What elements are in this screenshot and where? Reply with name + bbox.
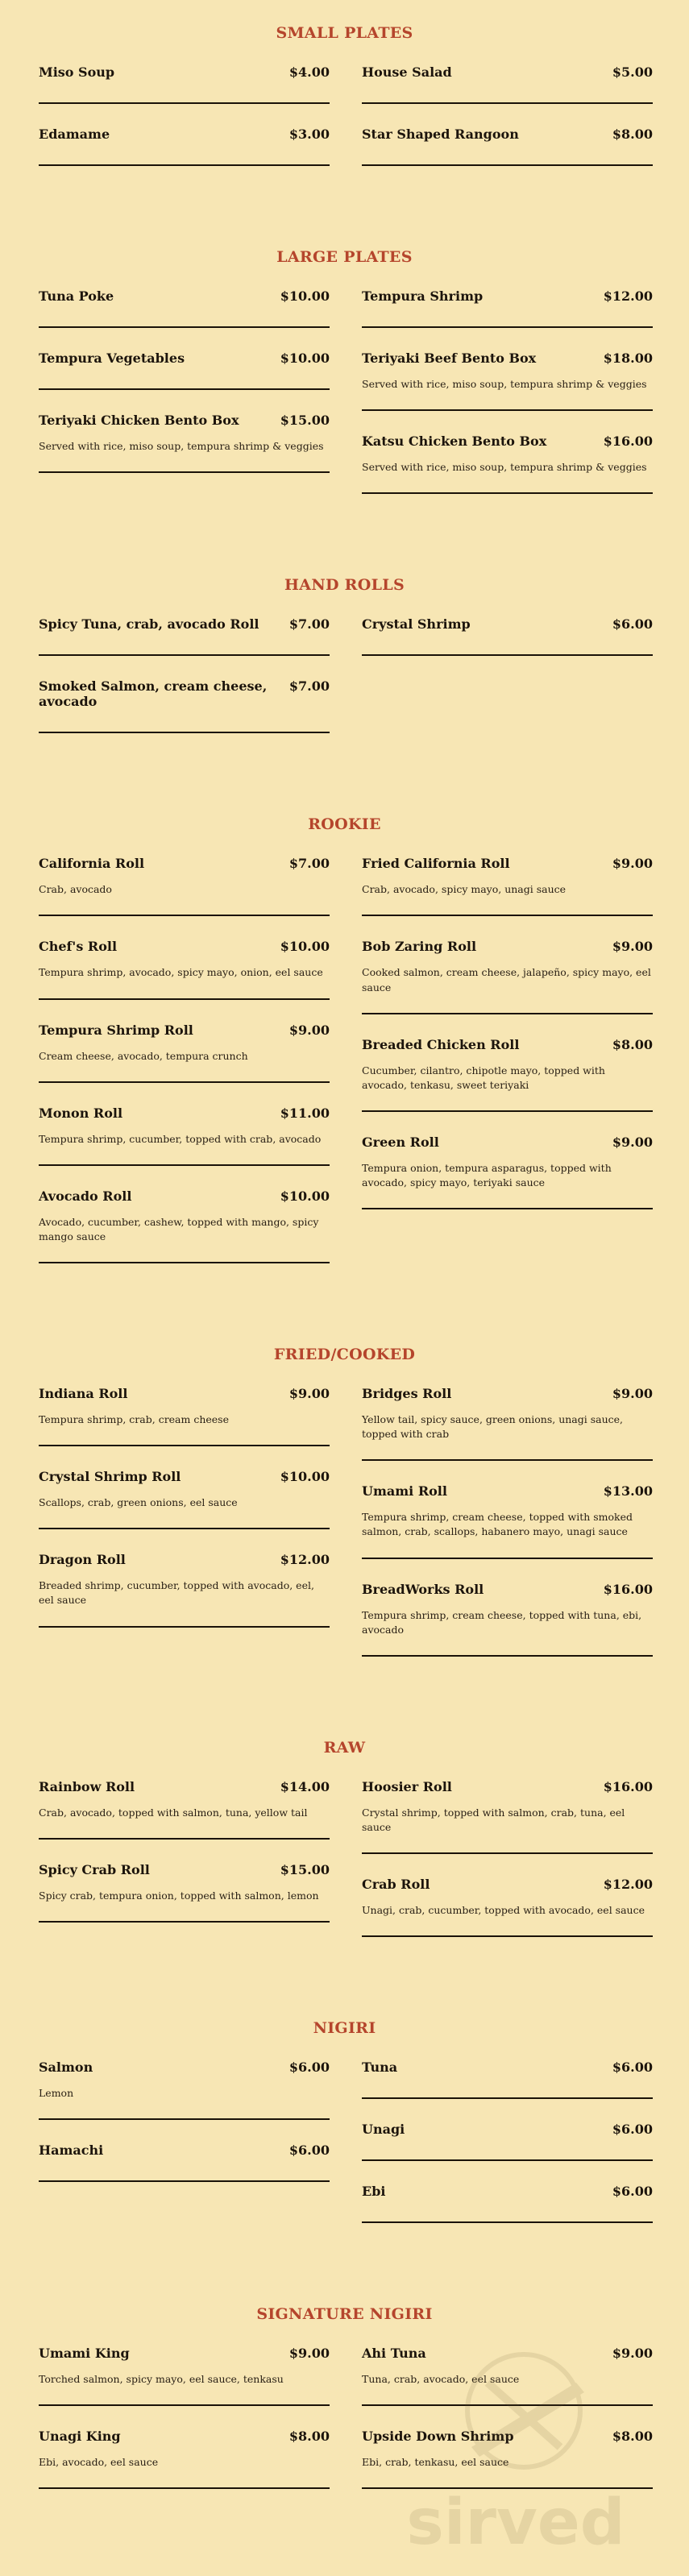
item-name: Spicy Tuna, crab, avocado Roll xyxy=(39,616,259,633)
menu-item-header xyxy=(362,2346,653,2361)
menu-item xyxy=(39,678,330,733)
item-price: $13.00 xyxy=(603,1483,653,1500)
item-price: $11.00 xyxy=(280,1105,330,1121)
item-description: Spicy crab, tempura onion, topped with salmon, lemon xyxy=(39,1889,319,1902)
section-columns xyxy=(0,616,689,756)
item-name: House Salad xyxy=(362,64,452,80)
item-price: $10.00 xyxy=(280,351,330,366)
menu-section xyxy=(0,1346,689,1679)
menu-column-right xyxy=(362,288,653,516)
item-name: Smoked Salmon, cream cheese, avocado xyxy=(39,678,268,710)
section-title: ROOKIE xyxy=(308,815,381,834)
item-description: Ebi, avocado, eel sauce xyxy=(39,2456,159,2469)
item-price: $18.00 xyxy=(603,351,653,366)
menu-item-header xyxy=(362,288,653,304)
section-title: SMALL PLATES xyxy=(276,24,413,42)
menu-item xyxy=(362,127,653,166)
menu-item-header xyxy=(362,939,653,954)
menu-column-left xyxy=(39,1386,330,1679)
menu-item-header xyxy=(362,1386,653,1401)
item-name: Teriyaki Beef Bento Box xyxy=(362,351,537,366)
item-name: Ahi Tuna xyxy=(362,2346,426,2362)
menu-section xyxy=(0,248,689,516)
menu-item-header xyxy=(362,1779,653,1794)
item-price: $12.00 xyxy=(603,1877,653,1892)
section-columns xyxy=(0,2060,689,2246)
section-columns xyxy=(0,64,689,189)
menu-item-header xyxy=(39,288,330,304)
menu-item xyxy=(362,1483,653,1558)
item-name: Salmon xyxy=(39,2060,93,2076)
menu-item xyxy=(39,288,330,328)
menu-item-header xyxy=(39,413,330,428)
item-price: $7.00 xyxy=(288,616,330,633)
item-description: Crab, avocado, topped with salmon, tuna, yellow tail xyxy=(39,1806,308,1819)
menu-item-header xyxy=(39,64,330,80)
section-columns xyxy=(0,288,689,516)
item-name: Umami Roll xyxy=(362,1483,447,1500)
item-price: $9.00 xyxy=(612,939,653,955)
menu-section xyxy=(0,24,689,189)
item-price: $5.00 xyxy=(612,64,653,80)
menu-item xyxy=(362,351,653,411)
menu-item xyxy=(39,1188,330,1263)
menu-item-header xyxy=(39,1105,330,1121)
menu-section xyxy=(0,815,689,1286)
menu-item-header xyxy=(39,127,330,142)
item-description: Tempura shrimp, cucumber, topped with crab, avocado xyxy=(39,1132,322,1145)
section-columns xyxy=(0,1779,689,1960)
menu-item-header xyxy=(362,1135,653,1150)
item-price: $12.00 xyxy=(280,1552,330,1568)
menu-item-header xyxy=(39,1552,330,1567)
item-price: $14.00 xyxy=(280,1778,330,1794)
menu-item-header xyxy=(362,2060,653,2075)
menu-item-header xyxy=(362,2184,653,2199)
section-columns xyxy=(0,856,689,1286)
item-price: $15.00 xyxy=(280,1861,330,1877)
menu-item-header xyxy=(39,856,330,871)
item-price: $6.00 xyxy=(612,2184,653,2200)
item-description: Breaded shrimp, cucumber, topped with avocado, eel, eel sauce xyxy=(39,1579,314,1607)
item-price: $10.00 xyxy=(280,288,330,304)
item-description: Tempura shrimp, cream cheese, topped with tuna, ebi, avocado xyxy=(362,1608,642,1636)
item-description: Crab, avocado xyxy=(39,883,112,896)
item-price: $10.00 xyxy=(280,939,330,955)
menu-item-header xyxy=(39,1779,330,1794)
menu-item-header xyxy=(39,1023,330,1038)
menu-item xyxy=(362,1135,653,1209)
menu-item-header xyxy=(39,678,330,709)
item-name: Tuna Poke xyxy=(39,288,114,304)
item-name: Teriyaki Chicken Bento Box xyxy=(39,413,239,428)
item-name: Umami King xyxy=(39,2346,130,2362)
menu-item-header xyxy=(362,1877,653,1892)
menu-item-header xyxy=(362,1582,653,1597)
menu-item-header xyxy=(39,616,330,632)
menu-item-header xyxy=(362,1483,653,1499)
menu-item-header xyxy=(39,939,330,954)
item-description: Avocado, cucumber, cashew, topped with mango, spicy mango sauce xyxy=(39,1215,319,1242)
menu-column-right xyxy=(362,2346,653,2512)
item-name: Green Roll xyxy=(362,1134,439,1150)
item-name: Ebi xyxy=(362,2184,386,2200)
item-price: $9.00 xyxy=(288,2346,330,2362)
item-description: Tempura shrimp, avocado, spicy mayo, onion, eel sauce xyxy=(39,966,323,979)
menu-item-header xyxy=(362,856,653,871)
item-description: Unagi, crab, cucumber, topped with avocado, eel sauce xyxy=(362,1904,645,1916)
section-title: NIGIRI xyxy=(313,2019,376,2038)
item-description: Crystal shrimp, topped with salmon, crab, tuna, eel sauce xyxy=(362,1806,625,1833)
menu-item xyxy=(39,1469,330,1529)
menu-item-header xyxy=(362,2429,653,2444)
item-description: Torched salmon, spicy mayo, eel sauce, tenkasu xyxy=(39,2373,284,2386)
menu-item-header xyxy=(362,616,653,632)
menu-section xyxy=(0,2019,689,2246)
item-price: $16.00 xyxy=(603,433,653,450)
item-name: Bridges Roll xyxy=(362,1386,452,1401)
item-name: Hoosier Roll xyxy=(362,1778,452,1794)
item-name: Star Shaped Rangoon xyxy=(362,127,519,142)
menu-item xyxy=(39,413,330,473)
item-price: $9.00 xyxy=(612,1134,653,1150)
item-name: California Roll xyxy=(39,856,145,872)
item-price: $8.00 xyxy=(288,2429,330,2445)
watermark-text: sirved xyxy=(406,2487,625,2559)
item-price: $3.00 xyxy=(288,127,330,142)
menu-item xyxy=(39,1552,330,1627)
menu-item xyxy=(362,1877,653,1937)
item-price: $10.00 xyxy=(280,1188,330,1204)
item-price: $6.00 xyxy=(612,2122,653,2138)
item-name: Edamame xyxy=(39,127,110,142)
item-price: $9.00 xyxy=(288,1386,330,1401)
menu-item xyxy=(362,1386,653,1461)
menu-item-header xyxy=(362,64,653,80)
menu-item xyxy=(362,1582,653,1657)
item-name: Tuna xyxy=(362,2060,398,2076)
item-price: $9.00 xyxy=(288,1022,330,1038)
item-price: $16.00 xyxy=(603,1581,653,1597)
item-description: Served with rice, miso soup, tempura shrimp & veggies xyxy=(362,461,647,474)
menu-item xyxy=(362,2346,653,2406)
item-description: Served with rice, miso soup, tempura shrimp & veggies xyxy=(39,440,324,452)
menu-column-right xyxy=(362,64,653,189)
menu-item xyxy=(39,856,330,916)
item-price: $10.00 xyxy=(280,1469,330,1485)
menu-column-left xyxy=(39,64,330,189)
menu-item-header xyxy=(39,2346,330,2361)
item-price: $6.00 xyxy=(288,2060,330,2076)
menu-item xyxy=(362,2122,653,2161)
menu-item-header xyxy=(39,1862,330,1877)
menu-column-left xyxy=(39,1779,330,1960)
menu-item xyxy=(39,2060,330,2120)
menu-item xyxy=(362,2429,653,2489)
item-price: $12.00 xyxy=(603,288,653,304)
item-description: Cucumber, cilantro, chipotle mayo, topped with avocado, tenkasu, sweet teriyaki xyxy=(362,1064,605,1091)
item-name: Breaded Chicken Roll xyxy=(362,1036,520,1052)
item-description: Tuna, crab, avocado, eel sauce xyxy=(362,2373,520,2386)
item-price: $7.00 xyxy=(288,856,330,872)
menu-item-header xyxy=(39,351,330,366)
menu-item-header xyxy=(39,2060,330,2075)
menu-column-right xyxy=(362,856,653,1286)
item-description: Crab, avocado, spicy mayo, unagi sauce xyxy=(362,883,567,896)
menu-item xyxy=(39,616,330,656)
menu-item xyxy=(39,1023,330,1083)
menu-item xyxy=(39,1105,330,1166)
menu-item-header xyxy=(362,351,653,366)
menu-column-left xyxy=(39,2060,330,2246)
section-title: HAND ROLLS xyxy=(284,576,405,595)
menu-section xyxy=(0,2305,689,2512)
item-name: Rainbow Roll xyxy=(39,1778,135,1794)
menu-item xyxy=(39,1386,330,1446)
menu-item xyxy=(362,433,653,494)
item-price: $6.00 xyxy=(612,616,653,633)
menu-column-left xyxy=(39,616,330,756)
item-description: Tempura shrimp, cream cheese, topped with smoked salmon, crab, scallops, habanero mayo, unagi sauce xyxy=(362,1511,633,1538)
section-title: LARGE PLATES xyxy=(276,248,413,266)
menu-item-header xyxy=(39,1188,330,1204)
section-title: FRIED/COOKED xyxy=(273,1346,416,1363)
menu-item xyxy=(39,2346,330,2406)
item-name: Chef's Roll xyxy=(39,939,118,955)
menu-column-left xyxy=(39,856,330,1286)
item-description: Cooked salmon, cream cheese, jalapeño, spicy mayo, eel sauce xyxy=(362,966,651,993)
item-name: Unagi King xyxy=(39,2429,121,2445)
item-name: Avocado Roll xyxy=(39,1188,132,1204)
section-columns xyxy=(0,1386,689,1679)
menu-item xyxy=(39,2429,330,2489)
menu-item xyxy=(362,288,653,328)
menu-item xyxy=(39,1779,330,1840)
item-name: Crystal Shrimp xyxy=(362,616,471,633)
menu-item-header xyxy=(362,2122,653,2137)
item-price: $9.00 xyxy=(612,856,653,872)
item-name: Tempura Shrimp xyxy=(362,288,484,304)
menu-item xyxy=(362,616,653,656)
item-price: $8.00 xyxy=(612,127,653,142)
item-name: BreadWorks Roll xyxy=(362,1581,484,1597)
item-name: Tempura Vegetables xyxy=(39,351,185,366)
menu-item-header xyxy=(39,2429,330,2444)
menu-item xyxy=(362,856,653,916)
menu-column-left xyxy=(39,288,330,516)
item-name: Upside Down Shrimp xyxy=(362,2429,514,2445)
item-price: $4.00 xyxy=(288,64,330,80)
item-name: Bob Zaring Roll xyxy=(362,939,477,955)
item-name: Fried California Roll xyxy=(362,856,510,872)
item-price: $7.00 xyxy=(288,678,330,695)
menu-item xyxy=(39,127,330,166)
menu-item-header xyxy=(362,1037,653,1052)
menu-item xyxy=(39,351,330,390)
menu-item xyxy=(39,1862,330,1923)
section-title: RAW xyxy=(323,1738,366,1757)
menu-item-header xyxy=(39,2143,330,2158)
menu-section xyxy=(0,1739,689,1960)
item-name: Hamachi xyxy=(39,2143,104,2159)
item-price: $8.00 xyxy=(612,2429,653,2445)
item-description: Scallops, crab, green onions, eel sauce xyxy=(39,1496,238,1509)
item-name: Tempura Shrimp Roll xyxy=(39,1022,193,1038)
item-description: Lemon xyxy=(39,2087,74,2100)
menu-item xyxy=(362,2060,653,2099)
item-description: Served with rice, miso soup, tempura shrimp & veggies xyxy=(362,378,647,390)
menu-item xyxy=(362,1779,653,1854)
menu-item-header xyxy=(39,1469,330,1484)
item-price: $8.00 xyxy=(612,1036,653,1052)
item-price: $6.00 xyxy=(612,2060,653,2076)
item-description: Cream cheese, avocado, tempura crunch xyxy=(39,1049,248,1062)
item-name: Monon Roll xyxy=(39,1105,123,1121)
menu-item xyxy=(39,939,330,999)
menu-item xyxy=(39,64,330,104)
item-description: Ebi, crab, tenkasu, eel sauce xyxy=(362,2456,509,2469)
item-name: Spicy Crab Roll xyxy=(39,1861,150,1877)
section-columns xyxy=(0,2346,689,2512)
item-price: $15.00 xyxy=(280,413,330,428)
item-description: Tempura shrimp, crab, cream cheese xyxy=(39,1413,229,1425)
menu-column-right xyxy=(362,1779,653,1960)
item-name: Dragon Roll xyxy=(39,1552,126,1568)
section-title: SIGNATURE NIGIRI xyxy=(256,2305,433,2324)
menu-item xyxy=(362,939,653,1014)
item-description: Tempura onion, tempura asparagus, topped with avocado, spicy mayo, teriyaki sauce xyxy=(362,1161,612,1188)
item-name: Indiana Roll xyxy=(39,1386,128,1401)
menu-column-right xyxy=(362,616,653,756)
item-description: Yellow tail, spicy sauce, green onions, unagi sauce, topped with crab xyxy=(362,1413,624,1441)
menu-column-right xyxy=(362,1386,653,1679)
item-name: Crab Roll xyxy=(362,1877,430,1892)
item-name: Katsu Chicken Bento Box xyxy=(362,433,547,450)
item-name: Miso Soup xyxy=(39,64,115,80)
item-price: $9.00 xyxy=(612,1386,653,1401)
item-name: Unagi xyxy=(362,2122,405,2138)
menu-item xyxy=(362,1037,653,1112)
menu-item-header xyxy=(362,127,653,142)
item-name: Crystal Shrimp Roll xyxy=(39,1469,181,1485)
menu-item xyxy=(362,2184,653,2223)
item-price: $16.00 xyxy=(603,1778,653,1794)
menu-item xyxy=(362,64,653,104)
item-price: $9.00 xyxy=(612,2346,653,2362)
menu-item-header xyxy=(39,1386,330,1401)
menu-column-left xyxy=(39,2346,330,2512)
item-price: $6.00 xyxy=(288,2143,330,2159)
menu-item-header xyxy=(362,433,653,449)
menu-section xyxy=(0,576,689,756)
menu-column-right xyxy=(362,2060,653,2246)
menu-item xyxy=(39,2143,330,2182)
